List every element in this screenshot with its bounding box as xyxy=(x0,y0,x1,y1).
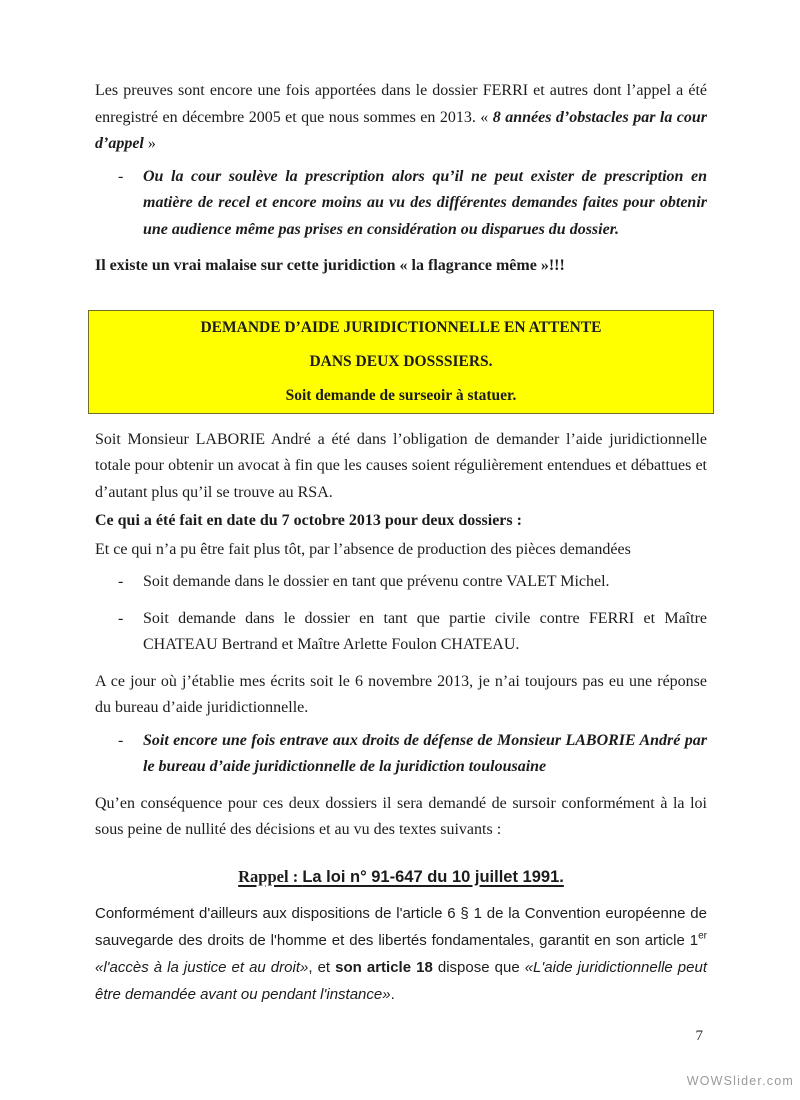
text-run: » xyxy=(143,135,156,152)
highlight-box-line: Soit demande de surseoir à statuer. xyxy=(285,386,517,404)
watermark-wowslider: WOWSlider.com xyxy=(686,1074,794,1088)
text-run: Soit demande dans le dossier en tant que prévenu contre VALET Michel. xyxy=(143,573,610,590)
paragraph xyxy=(95,900,707,1008)
paragraph xyxy=(95,253,707,280)
text-run: . xyxy=(390,986,395,1003)
text-run: Qu’en conséquence pour ces deux dossiers il sera demandé de sursoir conformément à la loi sous peine de nullité des décisions et au vu des textes suivants : xyxy=(95,794,707,838)
bullet-dash: - xyxy=(118,167,124,185)
highlight-box-line: DEMANDE D’AIDE JURIDICTIONNELLE EN ATTENTE xyxy=(200,318,602,336)
text-run: «L'aide juridictionnelle peut être demandée avant ou pendant l'instance» xyxy=(95,959,707,1003)
highlight-box xyxy=(88,310,714,414)
bullet-text xyxy=(143,569,707,596)
text-run: Soit demande dans le dossier en tant que partie civile contre FERRI et Maître CHATEAU Bertrand et Maître Arlette Foulon CHATEAU. xyxy=(143,609,707,653)
text-run: Ce qui a été fait en date du 7 octobre 2013 pour deux dossiers : xyxy=(95,512,522,529)
text-run: Il existe un vrai malaise sur cette juridiction « la flagrance même »!!! xyxy=(95,257,565,274)
text-run: er xyxy=(698,930,707,942)
bullet-text xyxy=(143,606,707,659)
bullet-dash: - xyxy=(118,731,124,749)
bullet-item xyxy=(95,164,707,244)
bullet-text xyxy=(143,728,707,781)
bullet-item xyxy=(95,569,707,596)
text-run: Ou la cour soulève la prescription alors qu’il ne peut exister de prescription en matière de recel et encore moins au vu des différentes demandes faites pour obtenir une audience même pas prises en considération ou disparues du dossier. xyxy=(143,167,707,238)
bullet-item xyxy=(95,606,707,659)
bullet-dash: - xyxy=(118,609,124,627)
bullet-dash: - xyxy=(118,573,124,590)
page-number: 7 xyxy=(695,1028,703,1044)
text-run: Conformément d'ailleurs aux dispositions de l'article 6 § 1 de la Convention européenne de sauvegarde des droits de l'homme et des libertés fondamentales, garantit en son article 1 xyxy=(95,905,707,949)
bullet-text xyxy=(143,164,707,244)
highlight-box-line: DANS DEUX DOSSSIERS. xyxy=(309,352,493,370)
paragraph xyxy=(95,427,707,507)
bullet-item xyxy=(95,728,707,781)
paragraph xyxy=(95,669,707,722)
law-reference-heading xyxy=(95,864,707,891)
text-run: La loi n° 91-647 du 10 juillet 1991. xyxy=(302,867,564,886)
text-run: A ce jour où j’établie mes écrits soit le 6 novembre 2013, je n’ai toujours pas eu une réponse du bureau d’aide juridictionnelle. xyxy=(95,672,707,716)
text-run: Soit encore une fois entrave aux droits de défense de Monsieur LABORIE André par le bureau d’aide juridictionnelle de la juridiction toulousaine xyxy=(143,731,707,775)
text-run: 8 années d’obstacles par la cour d’appel xyxy=(95,108,708,152)
text-run: , et xyxy=(308,959,336,976)
text-run: Soit Monsieur LABORIE André a été dans l’obligation de demander l’aide juridictionnelle totale pour obtenir un avocat à fin que les causes soient régulièrement entendues et débattues et d’autant plus qu’il se trouve au RSA. xyxy=(95,430,707,501)
paragraph xyxy=(95,508,707,535)
document-body xyxy=(95,78,707,1010)
text-run: «l'accès à la justice et au droit» xyxy=(95,959,309,976)
text-run: Et ce qui n’a pu être fait plus tôt, par l’absence de production des pièces demandées xyxy=(95,540,631,558)
text-run: Rappel : xyxy=(238,866,303,886)
paragraph xyxy=(95,791,707,844)
text-run: Les preuves sont encore une fois apportées dans le dossier FERRI et autres dont l’appel a été enregistré en décembre 2005 et que nous sommes en 2013. « xyxy=(95,82,707,126)
paragraph xyxy=(95,78,707,158)
text-run: dispose que xyxy=(432,959,525,976)
text-run: son article 18 xyxy=(335,959,433,976)
paragraph xyxy=(95,537,707,564)
